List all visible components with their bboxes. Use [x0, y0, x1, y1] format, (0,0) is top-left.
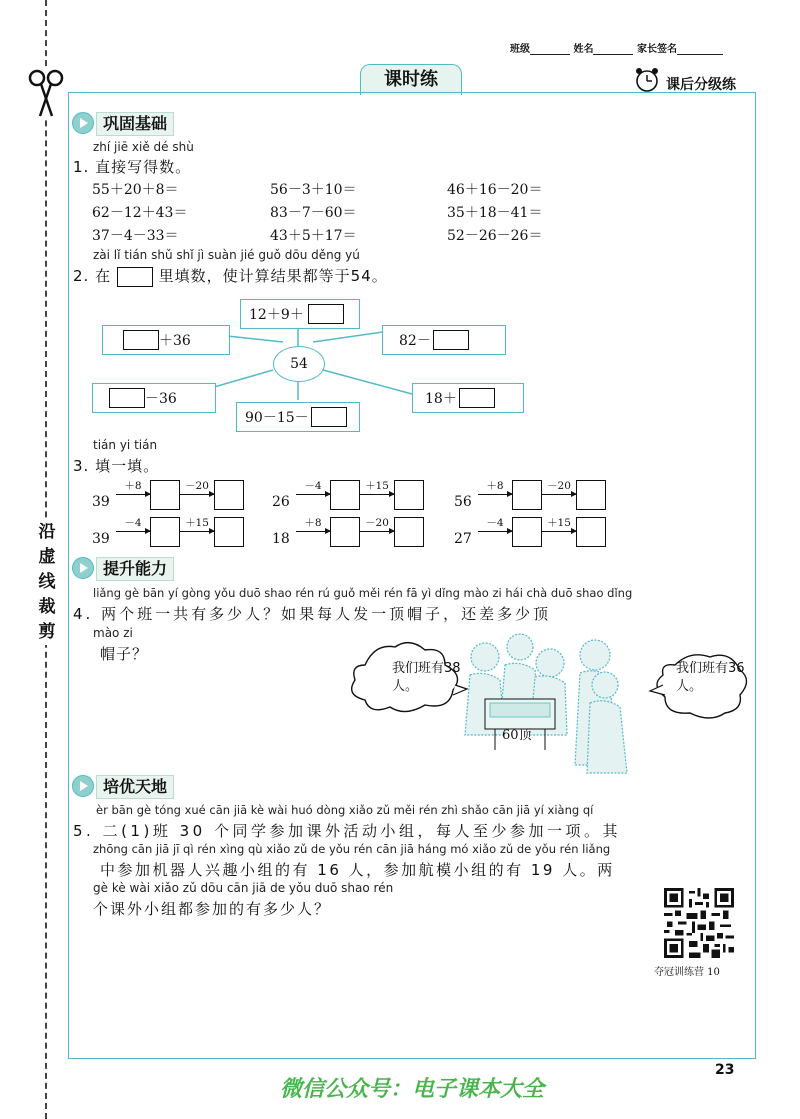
question-5-line2: 中参加机器人兴趣小组的有 16 人，参加航模小组的有 19 人。两	[100, 861, 615, 879]
pinyin-q4-line2: mào zi	[93, 626, 133, 640]
node-text: ＋36	[159, 333, 191, 349]
arrow-right-icon	[360, 494, 394, 495]
arrow-right-icon	[296, 494, 330, 495]
footer-watermark: 微信公众号：电子课本大全	[280, 1077, 545, 1102]
q2-suffix: 里填数，使计算结果都等于54。	[158, 267, 388, 285]
hat-box-label: 60顶	[502, 728, 532, 743]
parent-sign-field[interactable]	[677, 46, 723, 55]
pinyin-q3: tián yi tián	[93, 438, 158, 452]
arrow-right-icon	[116, 531, 150, 532]
calc-item: 37－4－33＝	[92, 228, 179, 244]
calc-item: 46＋16－20＝	[447, 182, 543, 198]
answer-box[interactable]	[512, 517, 542, 547]
answer-box[interactable]	[311, 407, 347, 427]
header-info	[510, 40, 723, 55]
chain-op: －4	[486, 517, 504, 529]
parent-sign-label: 家长签名	[636, 44, 677, 55]
qr-code-icon[interactable]	[664, 888, 734, 958]
answer-box[interactable]	[576, 517, 606, 547]
question-4-line2: 帽子？	[100, 645, 149, 663]
answer-box[interactable]	[512, 480, 542, 510]
pinyin-q1: zhí jiē xiě dé shù	[93, 140, 194, 154]
play-arrow-icon	[72, 112, 94, 134]
answer-box[interactable]	[150, 480, 180, 510]
chain-op: ＋15	[185, 517, 209, 529]
question-4-line1: 4. 两个班一共有多少人？如果每人发一顶帽子，还差多少顶	[73, 605, 552, 623]
answer-box[interactable]	[394, 517, 424, 547]
answer-box[interactable]	[576, 480, 606, 510]
answer-box[interactable]	[308, 304, 344, 324]
question-3: 3. 填一填。	[73, 457, 160, 475]
chain-start: 39	[92, 494, 110, 510]
node-left-upper	[102, 325, 230, 355]
page-title-tab: 课时练	[360, 64, 462, 95]
chain-op: ＋8	[304, 517, 322, 529]
arrow-right-icon	[116, 494, 150, 495]
name-field[interactable]	[593, 46, 633, 55]
question-1: 1. 直接写得数。	[73, 158, 192, 176]
chain-start: 18	[272, 531, 290, 547]
q2-prefix: 2. 在	[73, 267, 112, 285]
node-text: 90－15－	[245, 410, 309, 426]
node-top	[240, 299, 360, 329]
node-right-upper	[382, 325, 506, 355]
speech-bubble-class-2: 我们班有36人。	[676, 661, 745, 694]
section-title: 培优天地	[96, 775, 174, 799]
arrow-right-icon	[180, 494, 214, 495]
play-arrow-icon	[72, 775, 94, 797]
calc-item: 55＋20＋8＝	[92, 182, 179, 198]
node-text: 82－	[399, 333, 431, 349]
chain-op: ＋8	[124, 480, 142, 492]
pinyin-q5-line1: èr bān gè tóng xué cān jiā kè wài huó dòng xiǎo zǔ měi rén zhì shǎo cān jiā yí xiàng qí	[96, 803, 594, 817]
answer-box[interactable]	[433, 330, 469, 350]
section-title: 提升能力	[96, 557, 174, 581]
chain-op: ＋8	[486, 480, 504, 492]
arrow-right-icon	[542, 494, 576, 495]
class-field[interactable]	[530, 46, 570, 55]
node-left-lower	[92, 383, 216, 413]
calc-item: 52－26－26＝	[447, 228, 543, 244]
calc-item: 83－7－60＝	[270, 205, 357, 221]
scissors-icon	[26, 68, 66, 120]
node-right-lower	[412, 383, 524, 413]
question-5-line1: 5. 二(1)班 30 个同学参加课外活动小组，每人至少参加一项。其	[73, 822, 621, 840]
answer-box[interactable]	[330, 517, 360, 547]
node-bottom	[236, 402, 360, 432]
arrow-right-icon	[478, 531, 512, 532]
calc-item: 56－3＋10＝	[270, 182, 357, 198]
answer-box[interactable]	[150, 517, 180, 547]
chain-start: 39	[92, 531, 110, 547]
calc-item: 62－12＋43＝	[92, 205, 188, 221]
speech-bubble-class-1: 我们班有38人。	[392, 661, 461, 694]
pinyin-q4-line1: liǎng gè bān yí gòng yǒu duō shao rén rú guǒ měi rén fā yì dǐng mào zi hái chà duō shao dǐng	[93, 586, 633, 600]
chain-op: －4	[124, 517, 142, 529]
answer-box[interactable]	[394, 480, 424, 510]
node-text: 18＋	[425, 391, 457, 407]
chain-start: 26	[272, 494, 290, 510]
chain-start: 27	[454, 531, 472, 547]
cut-label: 沿虚线裁剪	[36, 520, 58, 645]
level-label: 课后分级练	[666, 77, 736, 93]
answer-box-sample	[117, 267, 153, 287]
arrow-right-icon	[478, 494, 512, 495]
alarm-clock-icon	[634, 66, 660, 94]
calc-item: 43＋5＋17＝	[270, 228, 357, 244]
answer-box[interactable]	[109, 388, 145, 408]
section-title: 巩固基础	[96, 112, 174, 136]
node-text: －36	[145, 391, 177, 407]
qr-caption: 夺冠训练营 10	[654, 967, 720, 978]
chain-op: －20	[365, 517, 389, 529]
center-value: 54	[273, 346, 325, 382]
chain-op: ＋15	[547, 517, 571, 529]
pinyin-q2: zài lǐ tián shǔ shǐ jì suàn jié guǒ dōu děng yú	[93, 248, 360, 262]
pinyin-q5-line2: zhōng cān jiā jī qì rén xìng qù xiǎo zǔ de yǒu rén cān jiā háng mó xiǎo zǔ de yǒu rén liǎng	[93, 842, 611, 856]
chain-op: －4	[304, 480, 322, 492]
answer-box[interactable]	[214, 517, 244, 547]
arrow-right-icon	[542, 531, 576, 532]
answer-box[interactable]	[330, 480, 360, 510]
arrow-right-icon	[360, 531, 394, 532]
children-illustration	[345, 625, 750, 775]
answer-box[interactable]	[123, 330, 159, 350]
answer-box[interactable]	[459, 388, 495, 408]
question-2	[73, 265, 388, 287]
chain-op: ＋15	[365, 480, 389, 492]
calc-item: 35＋18－41＝	[447, 205, 543, 221]
node-text: 12＋9＋	[249, 307, 304, 323]
answer-box[interactable]	[214, 480, 244, 510]
arrow-right-icon	[180, 531, 214, 532]
page-number: 23	[715, 1062, 735, 1078]
arrow-right-icon	[296, 531, 330, 532]
chain-op: －20	[185, 480, 209, 492]
pinyin-q5-line3: gè kè wài xiǎo zǔ dōu cān jiā de yǒu duō shao rén	[93, 881, 394, 895]
question-5-line3: 个课外小组都参加的有多少人？	[93, 900, 332, 918]
chain-start: 56	[454, 494, 472, 510]
name-label: 姓名	[573, 44, 594, 55]
class-label: 班级	[510, 44, 530, 55]
play-arrow-icon	[72, 557, 94, 579]
chain-op: －20	[547, 480, 571, 492]
